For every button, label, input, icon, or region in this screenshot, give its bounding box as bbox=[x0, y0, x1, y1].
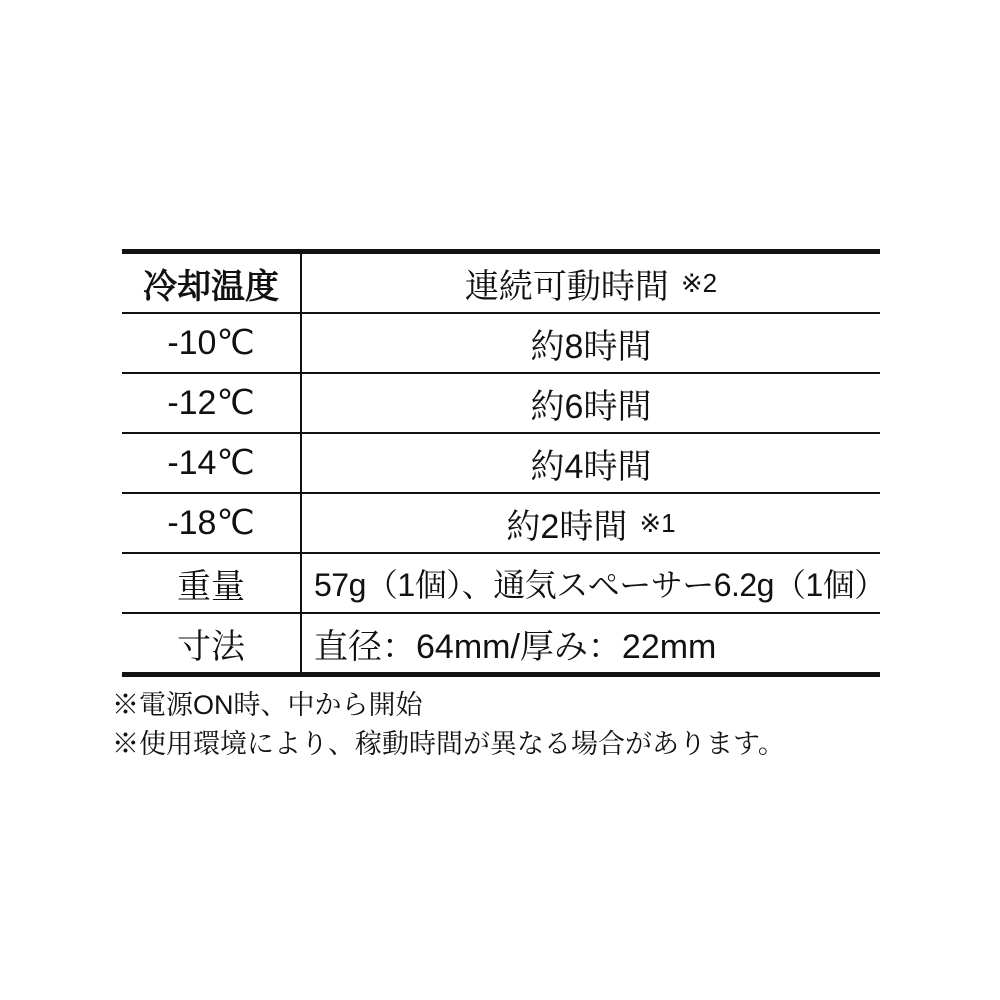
table-row-dimensions bbox=[122, 612, 880, 672]
table-row-minus14 bbox=[122, 432, 880, 492]
header-cell-continuous-runtime bbox=[302, 254, 880, 312]
footnote-usage-environment: ※使用環境により、稼動時間が異なる場合があります。 bbox=[112, 729, 785, 759]
spec-table bbox=[122, 249, 886, 677]
temperature-label: -10℃ bbox=[122, 314, 302, 372]
dimensions-label: 寸法 bbox=[122, 614, 302, 672]
weight-label: 重量 bbox=[122, 554, 302, 612]
table-header-row bbox=[122, 254, 880, 312]
runtime-value: 約6時間 bbox=[530, 387, 652, 426]
temperature-label: -18℃ bbox=[122, 494, 302, 552]
temperature-label: -12℃ bbox=[122, 374, 302, 432]
table-row-minus10 bbox=[122, 312, 880, 372]
footnotes bbox=[112, 686, 785, 764]
runtime-value-note: ※1 bbox=[639, 507, 676, 538]
header-runtime-label: 連続可動時間 bbox=[464, 267, 669, 306]
footnote-power-on: ※電源ON時、中から開始 bbox=[112, 690, 423, 720]
runtime-value: 約8時間 bbox=[530, 327, 652, 366]
table-row-minus18 bbox=[122, 492, 880, 552]
header-cell-cooling-temperature: 冷却温度 bbox=[122, 254, 302, 312]
weight-value: 57g（1個）、通気スペーサー6.2g（1個） bbox=[314, 567, 886, 603]
temperature-label: -14℃ bbox=[122, 434, 302, 492]
table-row-minus12 bbox=[122, 372, 880, 432]
table-row-weight bbox=[122, 552, 886, 612]
runtime-value bbox=[302, 494, 880, 552]
runtime-value: 約4時間 bbox=[530, 447, 652, 486]
dimensions-value: 直径：64mm/厚み：22mm bbox=[314, 627, 717, 666]
header-runtime-note: ※2 bbox=[680, 267, 718, 298]
runtime-value-text: 約2時間 bbox=[506, 507, 628, 546]
